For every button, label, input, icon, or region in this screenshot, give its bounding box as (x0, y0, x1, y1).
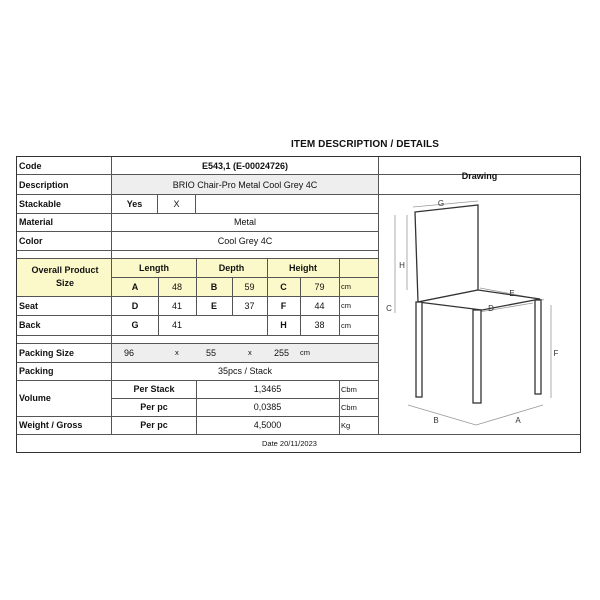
seat-label: Seat (19, 300, 39, 311)
volume-label: Volume (19, 393, 51, 403)
unit: cm (341, 282, 351, 291)
packing-length: 96 (124, 347, 135, 358)
description-label: Description (19, 179, 69, 190)
per-pc-label: Per pc (140, 402, 168, 412)
packing-width: 55 (206, 347, 217, 358)
unit: Cbm (341, 384, 357, 394)
packing-value: 35pcs / Stack (217, 366, 273, 376)
code-label: Code (19, 160, 42, 171)
dim-g-value: 41 (171, 320, 182, 330)
stackable-label: Stackable (19, 198, 62, 209)
color-label: Color (19, 235, 43, 246)
dim-c-value: 79 (314, 281, 325, 292)
packing-size-label: Packing Size (19, 347, 75, 358)
dim-b-label: B (210, 281, 218, 292)
per-stack-value: 1,3465 (253, 384, 282, 394)
svg-text:C: C (386, 304, 392, 313)
dim-g-label: G (131, 320, 139, 330)
unit: cm (341, 301, 351, 310)
unit: Kg (341, 420, 351, 430)
packing-label: Packing (19, 366, 54, 376)
height-header: Height (289, 262, 317, 273)
svg-text:D: D (488, 304, 494, 313)
dim-a-label: A (131, 281, 139, 292)
dim-c-label: C (280, 281, 287, 292)
overall-size-label: Overall Product Size (31, 265, 99, 288)
drawing-title: Drawing (461, 170, 498, 181)
svg-text:B: B (433, 416, 439, 425)
times-sign: x (248, 348, 252, 357)
dim-d-value: 41 (171, 300, 182, 311)
per-pc-value: 0,0385 (253, 402, 282, 412)
length-header: Length (139, 262, 169, 273)
stackable-mark: X (173, 198, 180, 209)
dim-h-value: 38 (314, 320, 325, 330)
dim-a-value: 48 (171, 281, 182, 292)
dim-f-label: F (280, 300, 287, 311)
svg-text:G: G (437, 199, 445, 208)
weight-per-pc-label: Per pc (140, 420, 168, 430)
svg-text:A: A (515, 416, 521, 425)
dim-b-value: 59 (244, 281, 255, 292)
dim-d-label: D (131, 300, 139, 311)
description-value: BRIO Chair-Pro Metal Cool Grey 4C (172, 179, 318, 190)
date-label: Date 20/11/2023 (262, 438, 317, 448)
times-sign: x (175, 348, 179, 357)
weight-label: Weight / Gross (19, 420, 83, 430)
back-label: Back (19, 320, 41, 330)
svg-text:E: E (509, 289, 515, 298)
stackable-value: Yes (126, 198, 143, 209)
material-value: Metal (233, 217, 256, 227)
page-title: ITEM DESCRIPTION / DETAILS (291, 139, 439, 150)
dim-e-label: E (210, 300, 217, 311)
code-value: E543,1 (E-00024726) (201, 160, 289, 171)
svg-text:F: F (553, 349, 559, 358)
material-label: Material (19, 217, 54, 227)
packing-height: 255 (274, 347, 290, 358)
dim-e-value: 37 (244, 300, 255, 311)
weight-value: 4,5000 (253, 420, 282, 430)
dim-h-label: H (280, 320, 287, 330)
unit: cm (341, 320, 351, 330)
color-value: Cool Grey 4C (217, 235, 273, 246)
dim-f-value: 44 (314, 300, 325, 311)
chair-drawing (379, 195, 580, 434)
unit: Cbm (341, 402, 357, 412)
per-stack-label: Per Stack (133, 384, 175, 394)
depth-header: Depth (218, 262, 245, 273)
svg-text:H: H (399, 261, 405, 270)
unit: cm (300, 348, 310, 357)
packing-size-shade (112, 343, 378, 362)
